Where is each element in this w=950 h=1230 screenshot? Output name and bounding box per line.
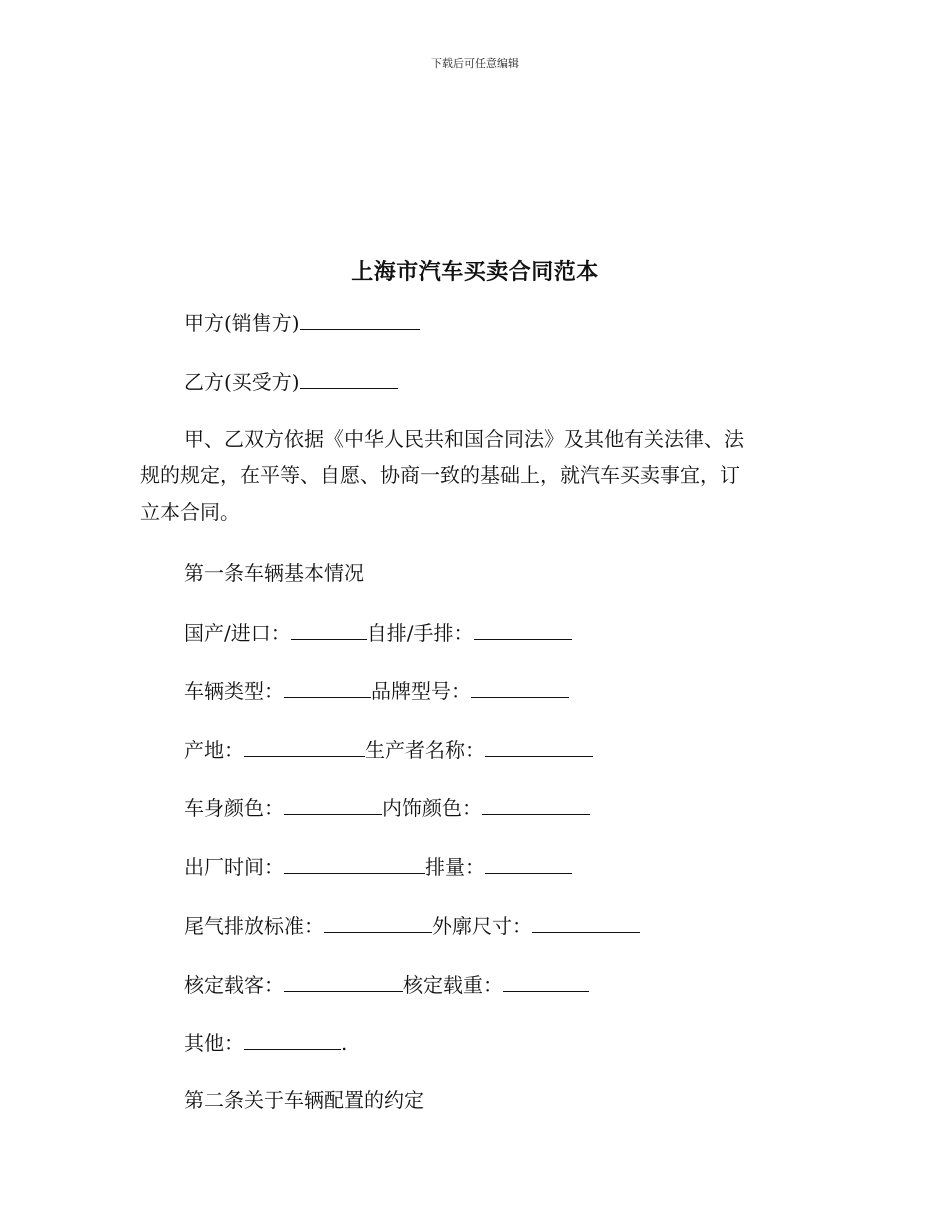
intro-line-3: 立本合同。 <box>140 500 240 524</box>
place-blank <box>244 736 365 757</box>
field-row-emission <box>184 912 640 938</box>
brand-model-blank <box>471 677 569 698</box>
body-color-label: 车身颜色： <box>184 796 284 820</box>
origin-blank <box>291 619 367 640</box>
production-date-label: 出厂时间： <box>184 855 284 879</box>
field-row-other <box>184 1029 347 1055</box>
manufacturer-blank <box>485 736 593 757</box>
field-row-capacity <box>184 971 589 997</box>
interior-color-blank <box>482 794 590 815</box>
brand-model-label: 品牌型号： <box>371 679 471 703</box>
displacement-blank <box>485 853 572 874</box>
field-row-type <box>184 677 569 703</box>
dimensions-blank <box>532 912 640 933</box>
vehicle-type-blank <box>284 677 371 698</box>
load-blank <box>503 971 589 992</box>
field-row-place <box>184 736 593 762</box>
transmission-blank <box>474 619 572 640</box>
emission-blank <box>324 912 432 933</box>
party-b-label: 乙方(买受方) <box>184 370 300 394</box>
article-2-heading: 第二条关于车辆配置的约定 <box>184 1088 424 1112</box>
load-label: 核定载重： <box>403 973 503 997</box>
party-a-line <box>184 309 420 335</box>
passenger-blank <box>284 971 403 992</box>
displacement-label: 排量： <box>425 855 485 879</box>
other-label: 其他： <box>184 1031 244 1055</box>
field-row-color <box>184 794 590 820</box>
origin-label: 国产/进口： <box>184 621 291 645</box>
production-date-blank <box>284 853 425 874</box>
emission-label: 尾气排放标准： <box>184 914 324 938</box>
passenger-label: 核定载客： <box>184 973 284 997</box>
party-a-blank <box>300 309 420 330</box>
contract-title: 上海市汽车买卖合同范本 <box>351 259 599 285</box>
vehicle-type-label: 车辆类型： <box>184 679 284 703</box>
intro-line-2: 规的规定，在平等、自愿、协商一致的基础上，就汽车买卖事宜，订 <box>140 463 740 487</box>
field-row-origin <box>184 619 572 645</box>
dimensions-label: 外廓尺寸： <box>432 914 532 938</box>
party-b-line <box>184 368 398 394</box>
party-b-blank <box>300 368 398 389</box>
page-header-note: 下载后可任意编辑 <box>431 57 519 70</box>
other-blank <box>244 1029 341 1050</box>
intro-line-1: 甲、乙双方依据《中华人民共和国合同法》及其他有关法律、法 <box>184 427 744 451</box>
other-suffix: . <box>341 1031 348 1055</box>
manufacturer-label: 生产者名称： <box>365 738 485 762</box>
field-row-date <box>184 853 572 879</box>
article-1-heading: 第一条车辆基本情况 <box>184 561 364 585</box>
body-color-blank <box>284 794 382 815</box>
party-a-label: 甲方(销售方) <box>184 311 300 335</box>
transmission-label: 自排/手排： <box>366 621 474 645</box>
interior-color-label: 内饰颜色： <box>382 796 482 820</box>
place-label: 产地： <box>184 738 244 762</box>
